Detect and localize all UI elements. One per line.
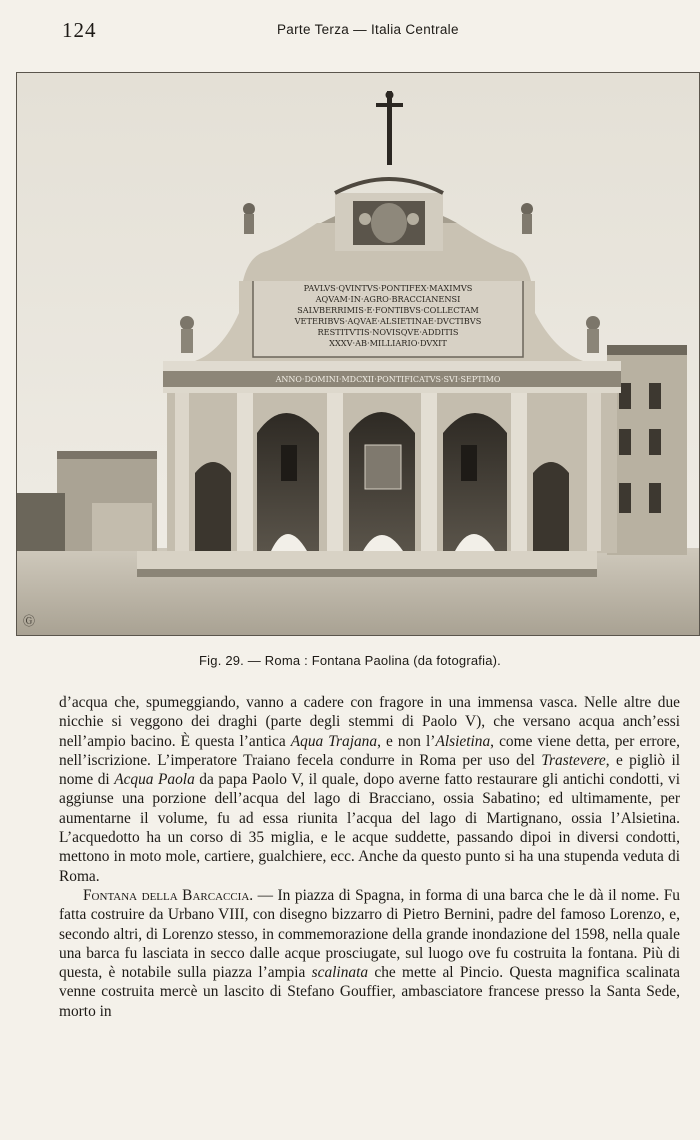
text-run: , e pigliò il nome di: [59, 751, 680, 789]
page-header: [62, 16, 676, 46]
text-run: , e non l’: [377, 732, 436, 750]
section-heading: Fontana della Barcaccia. —: [83, 886, 274, 904]
text-run: In piazza di Spagna, in forma di una barca che le dà il nome. Fu fatta costruire da Urbano VIII, con disegno bizzarro di Pietro Bernini, padre del famoso Lorenzo, e, secondo altri, di Lorenzo stesso, in commemorazione della grande inondazione del 1598, nella quale una barca fu lasciata in secco dalle acque prosciugate, sul luogo ove fu costruita la fontana. Più di questa, è notabile sulla piazza l’ampia: [59, 886, 680, 982]
page-number: 124: [62, 18, 97, 42]
italic-term: scalinata: [311, 964, 369, 982]
engraver-monogram: Ⓖ: [23, 614, 36, 628]
inscription-line: PAVLVS·QVINTVS·PONTIFEX·MAXIMVS: [303, 283, 473, 293]
inscription-line: RESTITVTIS·NOVISQVE·ADDITIS: [317, 327, 459, 337]
text-run: , come viene detta, per errore, nell’iscrizione. L’imperatore Traiano fecela condurre in Roma per uso del: [59, 732, 680, 769]
running-title: Parte Terza — Italia Centrale: [277, 22, 459, 37]
fountain-facade: [163, 361, 621, 553]
inscription-line: AQVAM·IN·AGRO·BRACCIANENSI: [315, 294, 461, 304]
italic-term: Acqua Paola: [114, 771, 195, 789]
text-run: da papa Paolo V, il quale, dopo averne fatto restaurare gli antichi condotti, vi aggiunse una porzione dell’acqua del lago di Bracciano, ossia Sabatino; ed ultimamente, per aumentarne il volume, fu ad essa riunita l’acqua del lago di Martignano, ossia l’Alsietina. L’acquedotto ha un corso di 35 miglia, e le acque suddette, passando dipoi in diversi condotti, mettono in moto mole, cartiere, gualchiere, ecc. Anche da questo punto si ha una stupenda veduta di Roma.: [59, 771, 680, 885]
italic-term: Alsietina: [435, 732, 491, 750]
inscription-line: SALVBERRIMIS·E·FONTIBVS·COLLECTAM: [297, 305, 479, 315]
inscription-line: VETERIBVS·AQVAE·ALSIETINAE·DVCTIBVS: [294, 316, 482, 326]
text-run: che mette al Pincio. Questa magnifica scalinata venne costruita mercè un lascito di Stefano Gouffier, ambasciatore francese presso la Santa Sede, morto in: [59, 964, 680, 1020]
body-text: [59, 693, 680, 1021]
fontana-paolina-photograph: [16, 72, 700, 636]
figure-caption: Fig. 29. — Roma : Fontana Paolina (da fotografia).: [199, 653, 501, 668]
basin-rim: [137, 551, 597, 569]
text-run: d’acqua che, spumeggiando, vanno a cadere con fragore in una immensa vasca. Nelle altre due nicchie si veggono dei draghi (parte degli stemmi di Paolo V), che versano acqua anch’essi nell’ampio bacino. È questa l’antica: [59, 694, 680, 750]
italic-term: Aqua Trajana: [290, 732, 378, 750]
paragraph: [59, 886, 680, 1021]
italic-term: Trastevere: [541, 751, 606, 769]
paragraph: [59, 693, 680, 886]
frieze-inscription: ANNO·DOMINI·MDCXII·PONTIFICATVS·SVI·SEPTIMO: [275, 375, 501, 384]
inscription-line: XXXV·AB·MILLIARIO·DVXIT: [329, 338, 447, 348]
